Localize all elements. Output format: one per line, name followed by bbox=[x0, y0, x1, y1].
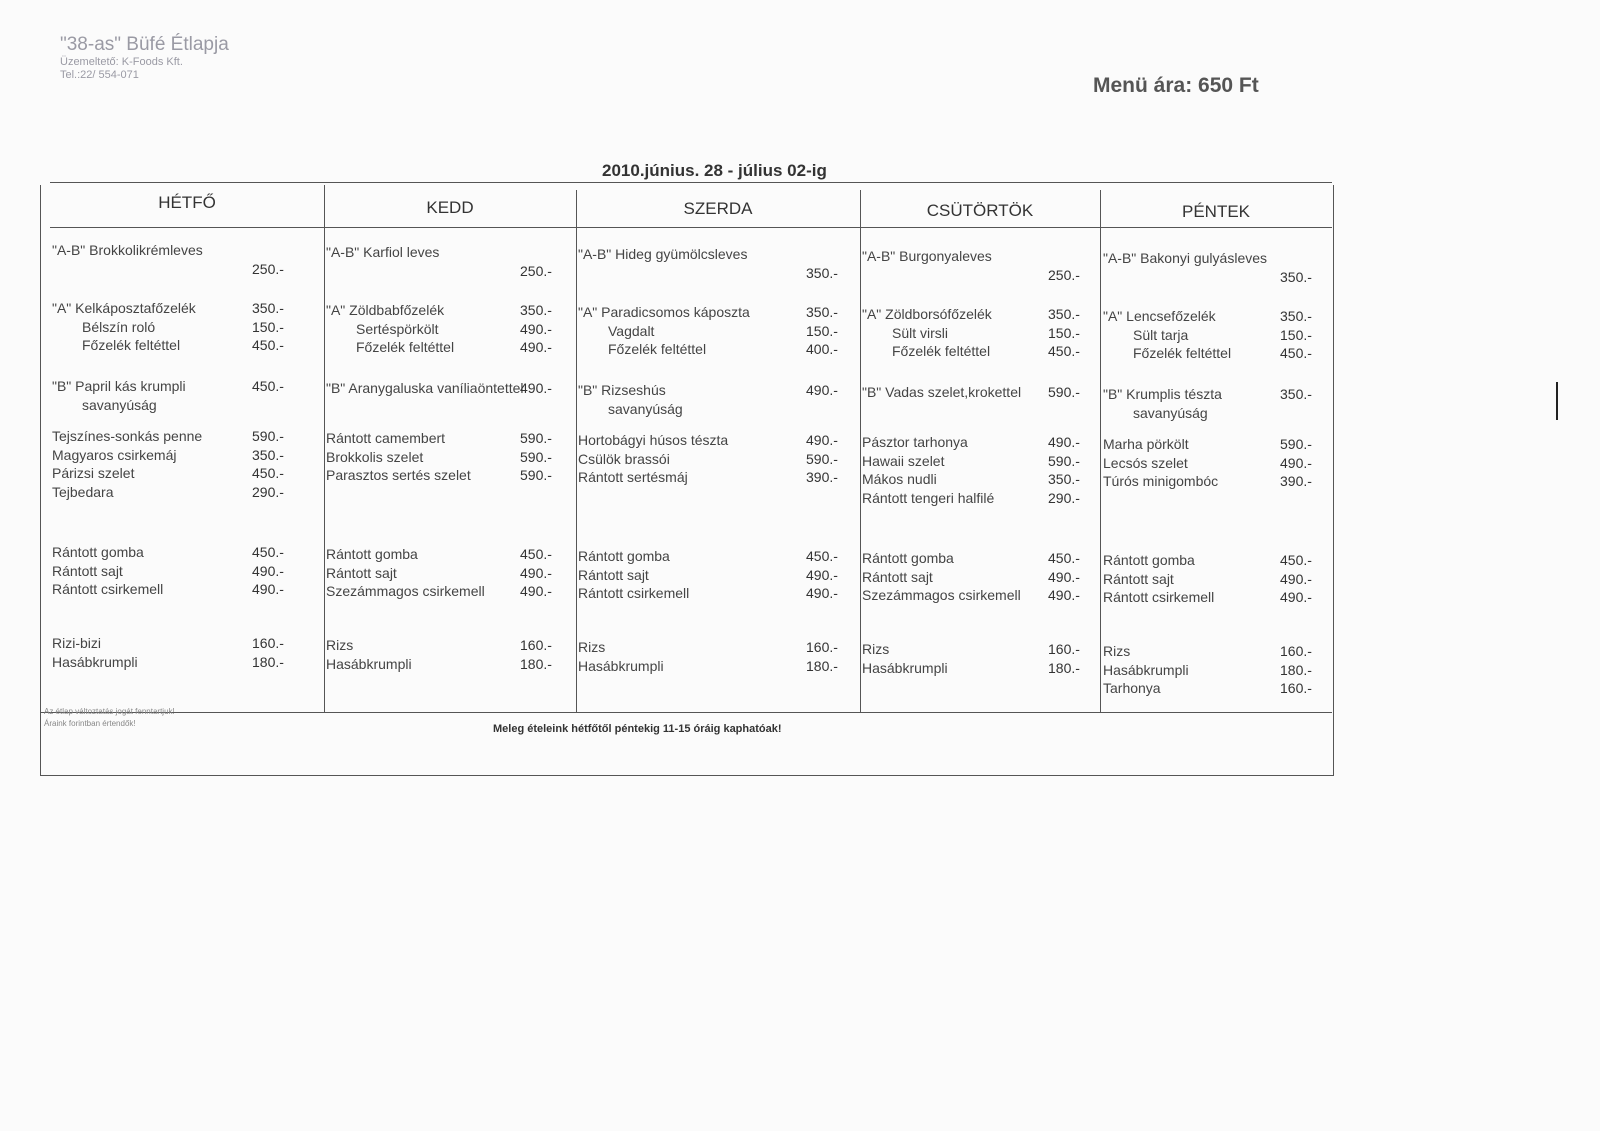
day-header: HÉTFŐ bbox=[158, 193, 216, 212]
fried-item-price: 490.- bbox=[806, 585, 838, 601]
soup-name: "A-B" Brokkolikrémleves bbox=[52, 242, 203, 258]
b-item-price: 590.- bbox=[1048, 384, 1080, 400]
sides-item-name: Hasábkrumpli bbox=[1103, 661, 1189, 678]
fried-item-name: Rántott csirkemell bbox=[578, 585, 690, 601]
day-header: SZERDA bbox=[683, 199, 753, 218]
soup-name: "A-B" Bakonyi gulyásleves bbox=[1103, 250, 1268, 266]
b-item-name: savanyúság bbox=[82, 396, 157, 413]
soup-name: "A-B" Karfiol leves bbox=[326, 244, 440, 260]
sides-item-name: Rizs bbox=[862, 641, 890, 657]
a-item-price: 490.- bbox=[520, 339, 552, 355]
a-item-name: "A" Zöldbabfőzelék bbox=[326, 302, 445, 318]
sides-item-price: 180.- bbox=[1280, 661, 1312, 678]
a-item-name: Bélszín roló bbox=[82, 318, 156, 335]
footer-note: Áraink forintban értendők! bbox=[44, 719, 136, 728]
sides-item-name: Hasábkrumpli bbox=[52, 653, 138, 670]
fried-item-name: Rántott gomba bbox=[1103, 552, 1195, 568]
fried-item-price: 490.- bbox=[520, 583, 552, 599]
mains-item-name: Csülök brassói bbox=[578, 450, 670, 467]
menu-header bbox=[60, 34, 229, 82]
fried-item-price: 450.- bbox=[1048, 550, 1080, 566]
fried-item-name: Rántott sajt bbox=[52, 562, 123, 579]
mains-item-name: Hortobágyi húsos tészta bbox=[578, 432, 729, 448]
b-item-price: 490.- bbox=[806, 382, 838, 398]
date-range: 2010.június. 28 - július 02-ig bbox=[602, 161, 827, 180]
day-header: PÉNTEK bbox=[1181, 202, 1251, 221]
fried-item-name: Rántott gomba bbox=[52, 544, 144, 560]
a-item-price: 350.- bbox=[252, 300, 284, 316]
sides-item-name: Rizs bbox=[1103, 643, 1131, 659]
mains-item-name: Rántott camembert bbox=[326, 430, 446, 446]
sides-item-price: 160.- bbox=[1280, 643, 1312, 659]
b-item-name: "B" Krumplis tészta bbox=[1103, 386, 1222, 402]
scan-artifact bbox=[1556, 382, 1558, 420]
mains-item-price: 590.- bbox=[252, 428, 284, 444]
sides-item-name: Hasábkrumpli bbox=[862, 659, 948, 676]
mains-item-name: Rántott sertésmáj bbox=[578, 469, 688, 485]
fried-item-price: 490.- bbox=[1280, 570, 1312, 587]
a-item-price: 150.- bbox=[806, 322, 838, 339]
fried-item-price: 490.- bbox=[806, 566, 838, 583]
day-header: KEDD bbox=[426, 198, 474, 217]
a-item-name: Sertéspörkölt bbox=[356, 320, 439, 337]
fried-item-price: 450.- bbox=[252, 544, 284, 560]
column-divider bbox=[860, 190, 861, 712]
b-item-price: 490.- bbox=[520, 380, 552, 396]
a-item-name: Főzelék feltéttel bbox=[356, 339, 455, 355]
sides-item-price: 180.- bbox=[252, 653, 284, 670]
sides-item-price: 160.- bbox=[1048, 641, 1080, 657]
a-item-price: 450.- bbox=[252, 337, 284, 353]
mains-item-name: Párizsi szelet bbox=[52, 465, 135, 481]
sides-item-price: 180.- bbox=[806, 657, 838, 674]
sides-item-name: Rizs bbox=[326, 637, 354, 653]
fried-item-name: Rántott gomba bbox=[862, 550, 954, 566]
mains-item-name: Tejbedara bbox=[52, 483, 114, 500]
b-item-name: "B" Rizseshús bbox=[578, 382, 666, 398]
fried-item-name: Szezámmagos csirkemell bbox=[862, 587, 1021, 603]
a-item-price: 450.- bbox=[1048, 343, 1080, 359]
serving-hours: Meleg ételeink hétfőtől péntekig 11-15 óráig kaphatóak! bbox=[493, 723, 782, 735]
footer-notes bbox=[44, 706, 175, 730]
restaurant-title: "38-as" Büfé Étlapja bbox=[60, 34, 229, 55]
soup-price: 350.- bbox=[1280, 269, 1312, 285]
fried-item-name: Rántott csirkemell bbox=[52, 581, 164, 597]
a-item-price: 490.- bbox=[520, 320, 552, 337]
sides-item-price: 180.- bbox=[1048, 659, 1080, 676]
mains-item-price: 590.- bbox=[520, 448, 552, 465]
fried-item-name: Rántott gomba bbox=[578, 548, 670, 564]
b-item-name: "B" Vadas szelet,krokettel bbox=[862, 384, 1022, 400]
mains-item-price: 390.- bbox=[806, 469, 838, 485]
footer-divider bbox=[40, 712, 1332, 713]
a-item-price: 150.- bbox=[1280, 326, 1312, 343]
soup-name: "A-B" Hideg gyümölcsleves bbox=[578, 246, 748, 262]
a-item-name: Főzelék feltéttel bbox=[82, 337, 181, 353]
fried-item-name: Rántott sajt bbox=[578, 566, 649, 583]
mains-item-price: 590.- bbox=[806, 450, 838, 467]
phone-text: Tel.:22/ 554-071 bbox=[60, 69, 139, 81]
b-item-name: "B" Papril kás krumpli bbox=[52, 378, 186, 394]
a-item-name: "A" Paradicsomos káposzta bbox=[578, 304, 750, 320]
mains-item-price: 350.- bbox=[1048, 471, 1080, 487]
a-item-name: Főzelék feltéttel bbox=[1133, 345, 1232, 361]
a-item-name: "A" Kelkáposztafőzelék bbox=[52, 300, 196, 316]
a-item-name: Sült virsli bbox=[892, 324, 949, 341]
a-item-price: 150.- bbox=[252, 318, 284, 335]
mains-item-name: Lecsós szelet bbox=[1103, 454, 1188, 471]
mains-item-price: 290.- bbox=[252, 483, 284, 500]
soup-price: 350.- bbox=[806, 265, 838, 281]
fried-item-price: 450.- bbox=[1280, 552, 1312, 568]
mains-item-name: Marha pörkölt bbox=[1103, 436, 1189, 452]
soup-price: 250.- bbox=[1048, 267, 1080, 283]
sides-item-price: 160.- bbox=[1280, 680, 1312, 696]
fried-item-name: Szezámmagos csirkemell bbox=[326, 583, 485, 599]
day-header: CSÜTÖRTÖK bbox=[926, 201, 1034, 220]
b-item-price: 350.- bbox=[1280, 386, 1312, 402]
a-item-name: "A" Lencsefőzelék bbox=[1103, 308, 1216, 324]
mains-item-name: Magyaros csirkemáj bbox=[52, 446, 177, 463]
fried-item-name: Rántott csirkemell bbox=[1103, 589, 1215, 605]
mains-item-name: Túrós minigombóc bbox=[1103, 473, 1219, 489]
mains-item-name: Rántott tengeri halfilé bbox=[862, 489, 995, 506]
sides-item-name: Hasábkrumpli bbox=[326, 655, 412, 672]
sides-item-name: Rizs bbox=[578, 639, 606, 655]
mains-item-name: Brokkolis szelet bbox=[326, 448, 424, 465]
soup-price: 250.- bbox=[520, 263, 552, 279]
b-item-name: savanyúság bbox=[1133, 404, 1208, 421]
mains-item-price: 390.- bbox=[1280, 473, 1312, 489]
sides-item-name: Hasábkrumpli bbox=[578, 657, 664, 674]
a-item-price: 350.- bbox=[1048, 306, 1080, 322]
mains-item-price: 490.- bbox=[806, 432, 838, 448]
a-item-price: 350.- bbox=[806, 304, 838, 320]
fried-item-name: Rántott sajt bbox=[326, 564, 397, 581]
a-item-name: Sült tarja bbox=[1133, 326, 1189, 343]
table-top-border bbox=[50, 182, 1332, 183]
mains-item-name: Tejszínes-sonkás penne bbox=[52, 428, 203, 444]
mains-item-price: 590.- bbox=[520, 467, 552, 483]
fried-item-price: 490.- bbox=[1048, 587, 1080, 603]
soup-name: "A-B" Burgonyaleves bbox=[862, 248, 992, 264]
a-item-name: Főzelék feltéttel bbox=[608, 341, 707, 357]
sides-item-price: 160.- bbox=[520, 637, 552, 653]
a-item-name: Vagdalt bbox=[608, 322, 655, 339]
b-item-price: 450.- bbox=[252, 378, 284, 394]
a-item-price: 150.- bbox=[1048, 324, 1080, 341]
mains-item-price: 590.- bbox=[1048, 452, 1080, 469]
fried-item-name: Rántott gomba bbox=[326, 546, 418, 562]
a-item-name: Főzelék feltéttel bbox=[892, 343, 991, 359]
operator-text: Üzemeltető: K-Foods Kft. bbox=[60, 56, 183, 68]
mains-item-price: 450.- bbox=[252, 465, 284, 481]
a-item-price: 400.- bbox=[806, 341, 838, 357]
header-divider bbox=[50, 227, 1332, 228]
mains-item-name: Parasztos sertés szelet bbox=[326, 467, 471, 483]
sides-item-price: 160.- bbox=[806, 639, 838, 655]
mains-item-name: Hawaii szelet bbox=[862, 452, 945, 469]
fried-item-price: 490.- bbox=[520, 564, 552, 581]
mains-item-price: 590.- bbox=[520, 430, 552, 446]
a-item-price: 350.- bbox=[520, 302, 552, 318]
menu-price: Menü ára: 650 Ft bbox=[1093, 74, 1259, 97]
column-divider bbox=[324, 185, 325, 712]
b-item-name: "B" Aranygaluska vaníliaöntettel bbox=[326, 380, 524, 396]
column-divider bbox=[1100, 190, 1101, 712]
a-item-price: 450.- bbox=[1280, 345, 1312, 361]
fried-item-price: 450.- bbox=[520, 546, 552, 562]
fried-item-price: 490.- bbox=[252, 562, 284, 579]
fried-item-name: Rántott sajt bbox=[1103, 570, 1174, 587]
mains-item-price: 590.- bbox=[1280, 436, 1312, 452]
mains-item-price: 290.- bbox=[1048, 489, 1080, 506]
fried-item-price: 490.- bbox=[1280, 589, 1312, 605]
sides-item-name: Rizi-bizi bbox=[52, 635, 101, 651]
column-divider bbox=[576, 190, 577, 712]
mains-item-name: Pásztor tarhonya bbox=[862, 434, 968, 450]
sides-item-price: 160.- bbox=[252, 635, 284, 651]
soup-price: 250.- bbox=[252, 261, 284, 277]
fried-item-name: Rántott sajt bbox=[862, 568, 933, 585]
footer-note: Az étlap változtatás jogát fenntartjuk! bbox=[44, 707, 175, 716]
mains-item-price: 490.- bbox=[1048, 434, 1080, 450]
a-item-price: 350.- bbox=[1280, 308, 1312, 324]
fried-item-price: 450.- bbox=[806, 548, 838, 564]
b-item-name: savanyúság bbox=[608, 400, 683, 417]
mains-item-price: 490.- bbox=[1280, 454, 1312, 471]
sides-item-name: Tarhonya bbox=[1103, 680, 1161, 696]
mains-item-name: Mákos nudli bbox=[862, 471, 937, 487]
fried-item-price: 490.- bbox=[252, 581, 284, 597]
a-item-name: "A" Zöldborsófőzelék bbox=[862, 306, 992, 322]
mains-item-price: 350.- bbox=[252, 446, 284, 463]
sides-item-price: 180.- bbox=[520, 655, 552, 672]
fried-item-price: 490.- bbox=[1048, 568, 1080, 585]
